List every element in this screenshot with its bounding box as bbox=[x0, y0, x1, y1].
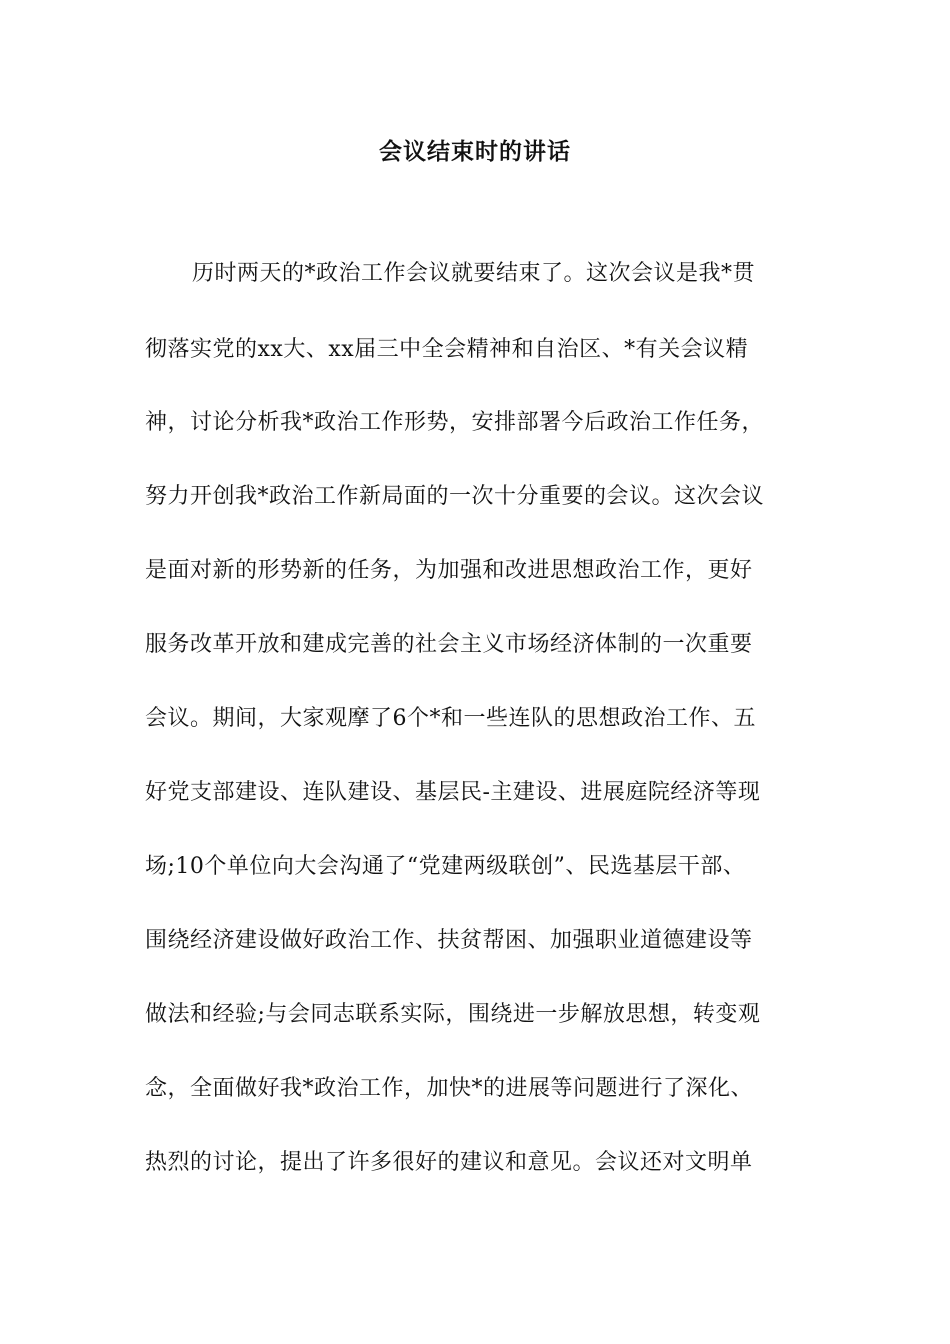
paragraph-line: 围绕经济建设做好政治工作、扶贫帮困、加强职业道德建设等 bbox=[145, 928, 753, 953]
paragraph-line: 努力开创我*政治工作新局面的一次十分重要的会议。这次会议 bbox=[145, 484, 765, 509]
paragraph-line: 好党支部建设、连队建设、基层民-主建设、进展庭院经济等现 bbox=[145, 780, 761, 805]
paragraph-line: 历时两天的*政治工作会议就要结束了。这次会议是我*贯 bbox=[192, 261, 756, 286]
paragraph-line: 神，讨论分析我*政治工作形势，安排部署今后政治工作任务， bbox=[145, 410, 765, 435]
paragraph-line: 念，全面做好我*政治工作，加快*的进展等问题进行了深化、 bbox=[145, 1076, 754, 1101]
paragraph-line: 服务改革开放和建成完善的社会主义市场经济体制的一次重要 bbox=[145, 632, 753, 657]
paragraph-line: 彻落实党的xx大、xx届三中全会精神和自治区、*有关会议精 bbox=[145, 337, 749, 362]
document-title: 会议结束时的讲话 bbox=[379, 139, 571, 165]
paragraph-line: 场;10个单位向大会沟通了“党建两级联创”、民选基层干部、 bbox=[145, 854, 746, 879]
paragraph-line: 做法和经验;与会同志联系实际，围绕进一步解放思想，转变观 bbox=[145, 1002, 761, 1027]
paragraph-line: 热烈的讨论，提出了许多很好的建议和意见。会议还对文明单 bbox=[145, 1150, 753, 1175]
paragraph-line: 会议。期间，大家观摩了6个*和一些连队的思想政治工作、五 bbox=[145, 706, 756, 731]
paragraph-line: 是面对新的形势新的任务，为加强和改进思想政治工作，更好 bbox=[145, 558, 753, 583]
